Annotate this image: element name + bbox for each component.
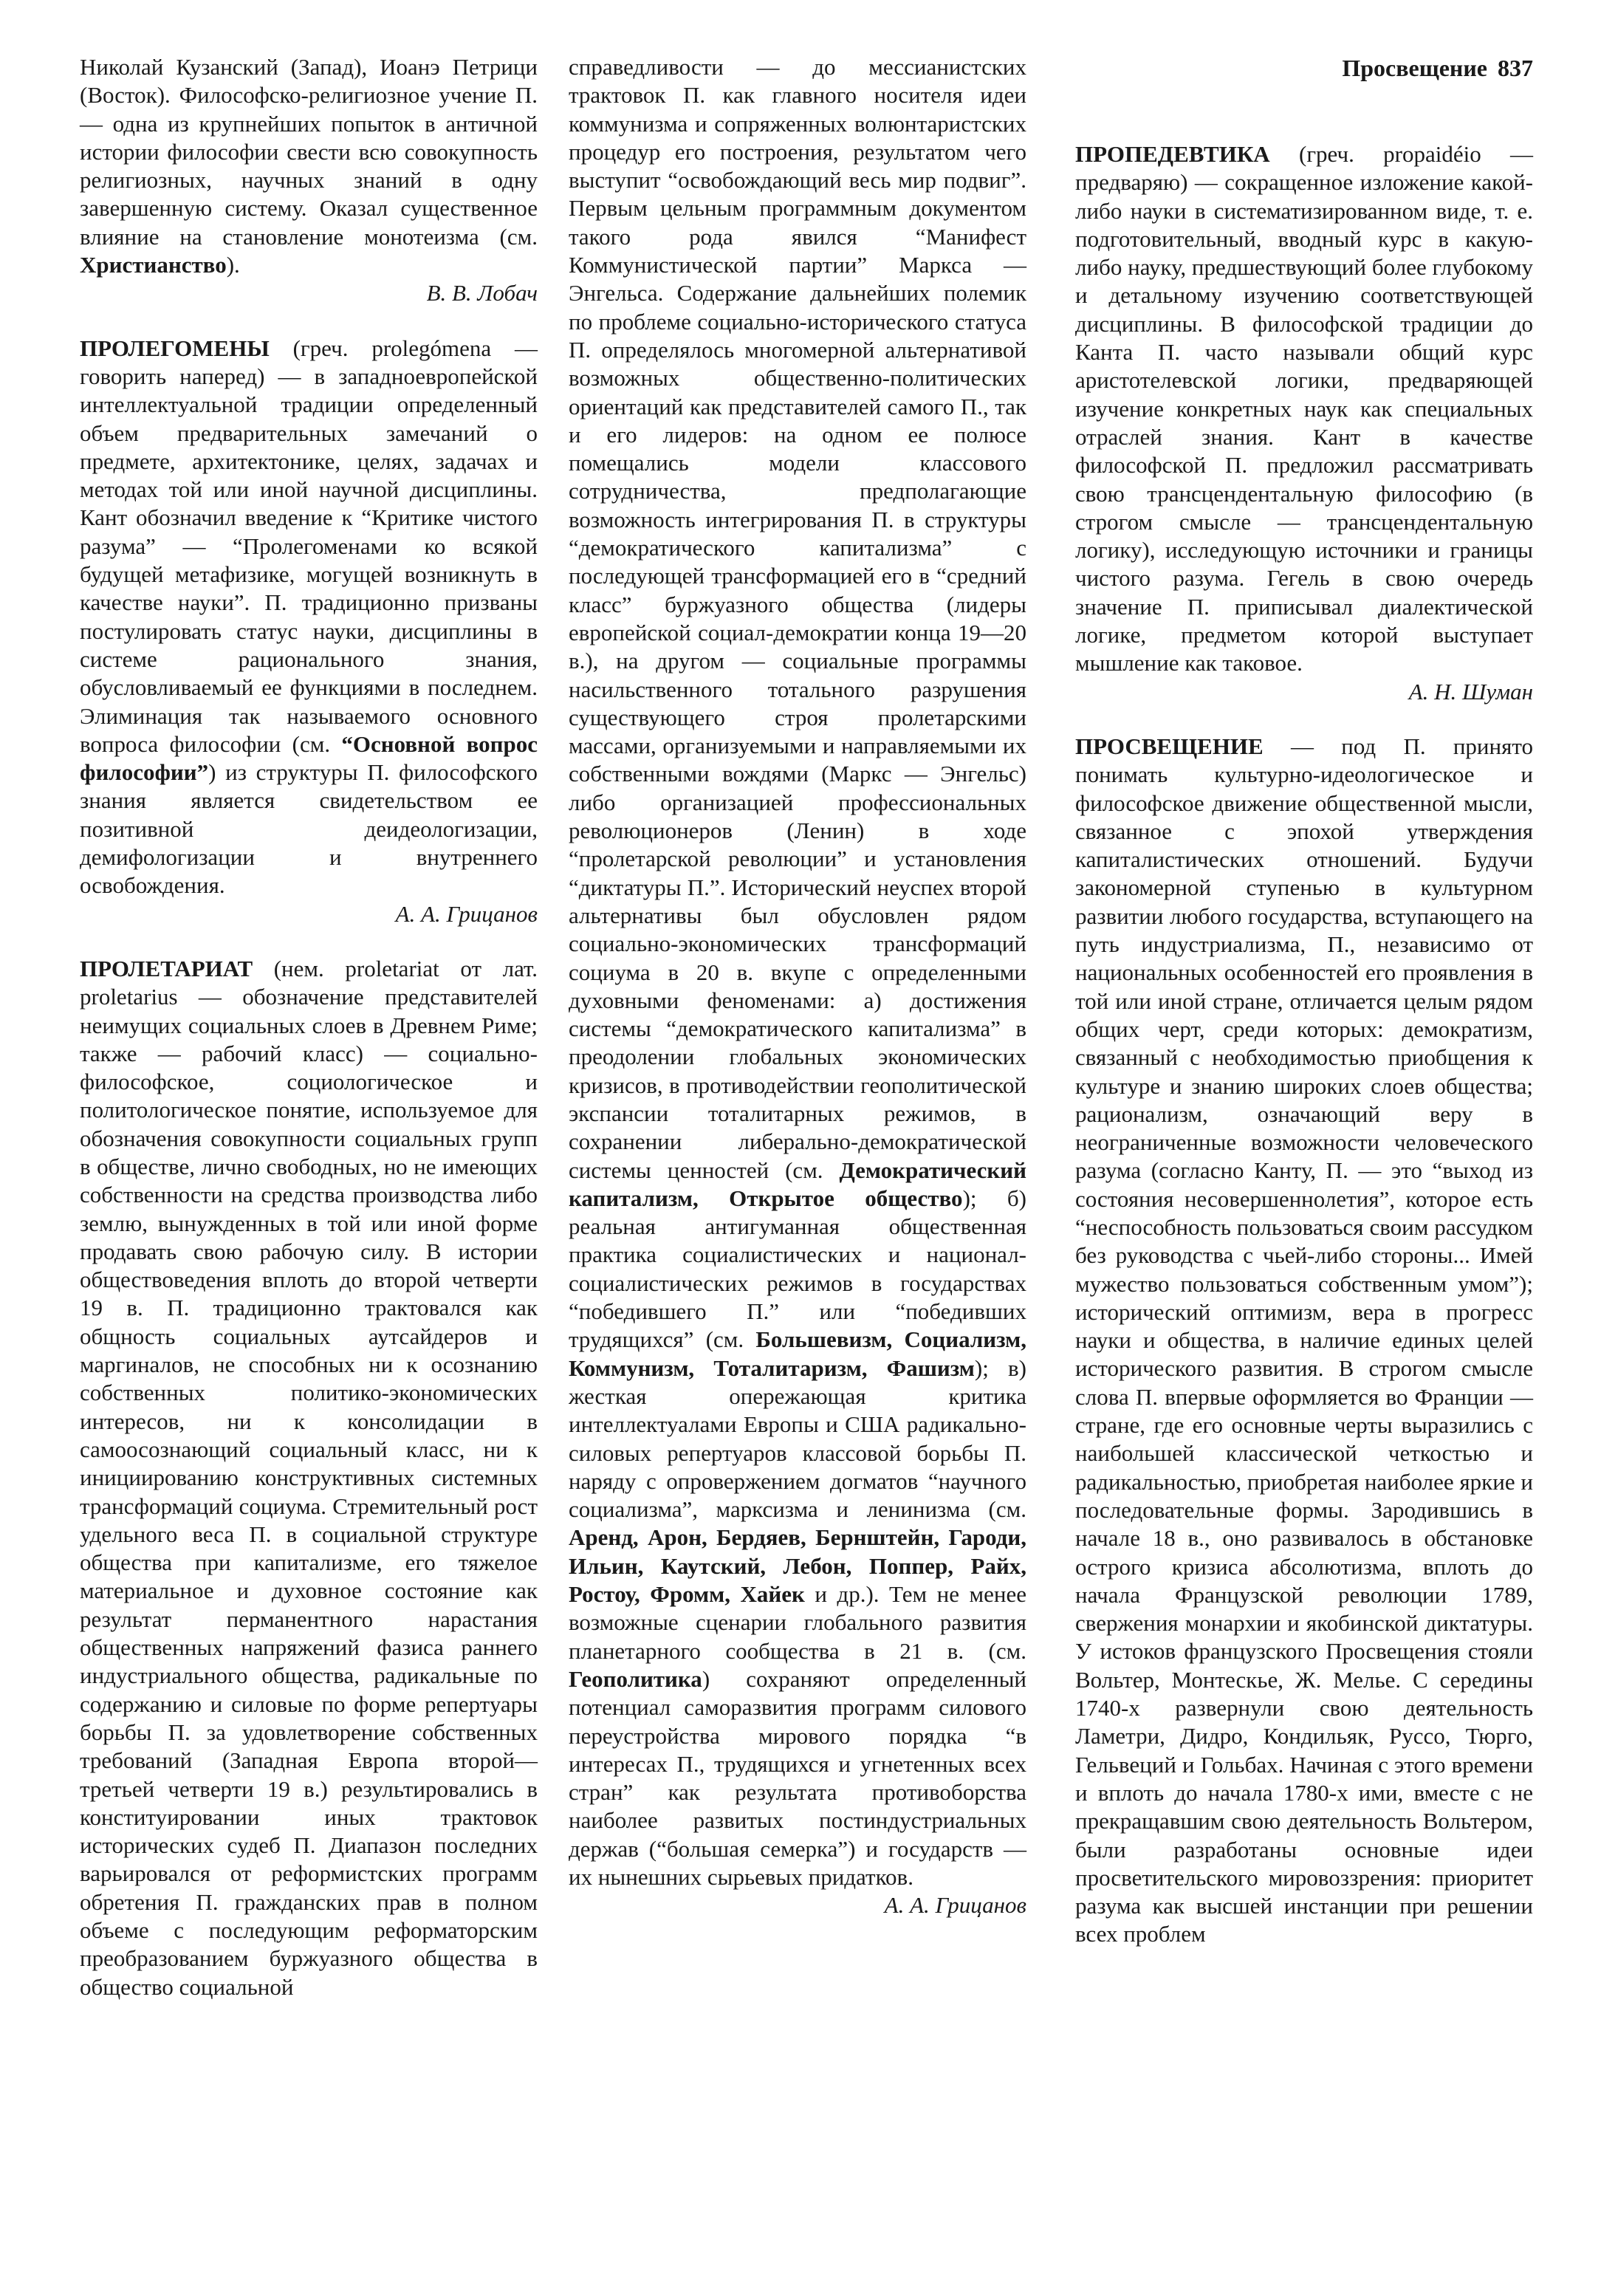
text-run: ) сохраняют определенный потенциал саморазвития программ силового переустройства мирового порядка “в интересах П., трудящихся и угнетенных всех стран” как результата противоборства наиболее развитых постиндустриальных держав (“большая семерка”) и государств — их нынешних сырьевых придатков. [569, 1665, 1026, 1890]
entry-propaedeutics [1075, 140, 1533, 706]
running-head-title: Просвещение [1342, 55, 1487, 81]
text-run: (греч. propaidéio — предваряю) — сокращенное изложение какой-либо науки в систематизированном виде, т. е. подготовительный, вводный курс в какую-либо науку, предшествующий более глубокому и детальному изучению соответствующей дисциплины. В философской традиции до Канта П. часто называли общий курс аристотелевской логики, предваряющей изучение конкретных наук как специальных отраслей знания. Кант в качестве философской П. предложил рассматривать свою трансцендентальную философию (в строгом смысле — трансцендентальную логику), исследующую источники и границы чистого разума. Гегель в свою очередь значение П. приписывал диалектической логике, предметом которой выступает мышление как таковое. [1075, 141, 1533, 676]
text-run: (греч. prolegómena — говорить наперед) — в западноевропейской интеллектуальной традиции определенный объем предварительных замечаний о предмете, архитектонике, целях, задачах и методах той или иной научной дисциплины. Кант обозначил введение к “Критике чистого разума” — “Пролегоменами ко всякой будущей метафизике, могущей возникнуть в качестве науки”. П. традиционно призваны постулировать статус науки, дисциплины в системе рационального знания, обусловливаемый ее функциями в последнем. Элиминация так называемого основного вопроса философии (см. [80, 335, 538, 757]
entry-headword: ПРОПЕДЕВТИКА [1075, 141, 1270, 167]
text-run: ) из структуры П. философского знания является свидетельством ее позитивной деидеологизации, демифологизации и внутреннего освобождения. [80, 759, 538, 899]
text-run: ); в) жесткая опережающая критика интеллектуалами Европы и США радикально-силовых репертуаров классовой борьбы П. наряду с опровержением догматов “научного социализма”, марксизма и ленинизма (см. [569, 1354, 1026, 1523]
text-run: Николай Кузанский (Запад), Иоанэ Петрици (Восток). Философско-религиозное учение П. — одна из крупнейших попыток в античной истории философии свести всю совокупность религиозных, научных знаний в одну завершенную систему. Оказал существенное влияние на становление монотеизма (см. [80, 54, 538, 250]
cross-reference: Геополитика [569, 1665, 702, 1692]
entry-text [80, 955, 538, 2001]
entry-text [1075, 733, 1533, 1949]
entry-author: В. В. Лобач [426, 280, 538, 306]
text-run: — под П. принято понимать культурно-идеологическое и философское движение общественной мысли, связанное с эпохой утверждения капиталистических отношений. Будучи закономерной ступенью в культурном развитии любого государства, вступающего на путь индустриализма, П., независимо от национальных особенностей его проявления в той или иной стране, отличается целым рядом общих черт, среди которых: демократизм, связанный с необходимостью приобщения к культуре и знанию широких слоев общества; рационализм, означающий веру в неограниченные возможности человеческого разума (согласно Канту, П. — это “выход из состояния несовершеннолетия”, которое есть “неспособность пользоваться своим рассудком без руководства с чьей-либо стороны... Имей мужество пользоваться собственным умом”); исторический оптимизм, вера в прогресс науки и общества, в наличие единых целей исторического развития. В строгом смысле слова П. впервые оформляется во Франции — стране, где его основные черты выразились с наибольшей классической четкостью и радикальностью, приобретая наиболее яркие и последовательные формы. Зародившись в начале 18 в., оно развивалось в обстановке острого кризиса абсолютизма, вплоть до начала Французской революции 1789, свержения монархии и якобинской диктатуры. У истоков французского Просвещения стояли Вольтер, Монтескье, Ж. Мелье. С середины 1740-х развернули свою деятельность Ламетри, Дидро, Кондильяк, Руссо, Тюрго, Гельвеций и Гольбах. Начиная с этого времени и вплоть до начала 1780-х ими, вместе с не прекращавшим свою деятельность Вольтером, были разработаны основные идеи просветительского мировоззрения: приоритет разума как высшей инстанции при решении всех проблем [1075, 733, 1533, 1947]
cross-reference: Христианство [80, 252, 227, 278]
entry-author: А. Н. Шуман [1408, 678, 1533, 705]
page-number: 837 [1498, 55, 1533, 81]
entry-text [80, 53, 538, 279]
entry-text [80, 335, 538, 900]
text-column-right [1075, 140, 1533, 1975]
entry-headword: ПРОЛЕГОМЕНЫ [80, 335, 270, 361]
entry-proletariat [80, 955, 538, 2001]
entry-proletariat-continued [569, 53, 1026, 1920]
running-head [1075, 53, 1533, 83]
text-run: ); б) реальная антигуманная общественная практика социалистических и национал-социалистических режимов в государствах “победившего П.” или “победивших трудящихся” (см. [569, 1185, 1026, 1353]
cross-reference: Демократический капитализм, Открытое общество [569, 1156, 1026, 1211]
cross-reference: Большевизм, Социализм, Коммунизм, Тоталитаризм, Фашизм [569, 1326, 1026, 1381]
entry-author: А. А. Грицанов [884, 1892, 1026, 1919]
entry-enlightenment [1075, 733, 1533, 1949]
entry-author: А. А. Грицанов [395, 900, 538, 927]
cross-reference: Аренд, Арон, Бердяев, Бернштейн, Гароди, Ильин, Каутский, Лебон, Поппер, Райх, Ростоу, Фромм, Хайек [569, 1524, 1026, 1608]
text-run: и др.). Тем не менее возможные сценарии глобального развития планетарного сообщества в 21 в. (см. [569, 1581, 1026, 1664]
text-run: справедливости — до мессианистских трактовок П. как главного носителя идеи коммунизма и сопряженных волюнтаристских процедур его построения, результатом чего выступит “освобождающий весь мир подвиг”. Первым цельным программным документом такого рода явился “Манифест Коммунистической партии” Маркса — Энгельса. Содержание дальнейших полемик по проблеме социально-исторического статуса П. определялось многомерной альтернативой возможных общественно-политических ориентаций как представителей самого П., так и его лидеров: на одном ее полюсе помещались модели классового сотрудничества, предполагающие возможность интегрирования П. в структуры “демократического капитализма” с последующей трансформацией его в “средний класс” буржуазного общества (лидеры европейской социал-демократии конца 19—20 в.), на другом — социальные программы насильственного тотального разрушения существующего строя пролетарскими массами, организуемыми и направляемыми их собственными вождями (Маркс — Энгельс) либо организацией профессиональных революционеров (Ленин) в ходе “пролетарской революции” и установления “диктатуры П.”. Исторический неуспех второй альтернативы был обусловлен рядом социально-экономических трансформаций социума в 20 в. вкупе с определенными духовными феноменами: а) достижения системы “демократического капитализма” в преодолении глобальных экономических кризисов, в противодействии геополитической экспансии тоталитарных режимов, в сохранении либерально-демократической системы ценностей (см. [569, 54, 1026, 1183]
text-run: (нем. proletariat от лат. proletarius — обозначение представителей неимущих социальных слоев в Древнем Риме; также — рабочий класс) — социально-философское, социологическое и политологическое понятие, используемое для обозначения совокупности социальных групп в обществе, лично свободных, но не имеющих собственности на средства производства либо землю, вынужденных в той или иной форме продавать свою рабочую силу. В истории обществоведения вплоть до второй четверти 19 в. П. традиционно трактовался как общность социальных аутсайдеров и маргиналов, не способных ни к осознанию собственных политико-экономических интересов, ни к консолидации в самоосознающий социальный класс, ни к инициированию конструктивных системных трансформаций социума. Стремительный рост удельного веса П. в социальной структуре общества при капитализме, его тяжелое материальное и духовное состояние как результат перманентного нарастания общественных напряжений фазиса раннего индустриального общества, радикальные по содержанию и силовые по форме репертуары борьбы П. за удовлетворение собственных требований (Западная Европа второй—третьей четверти 19 в.) результировались в конституировании иных трактовок исторических судеб П. Диапазон последних варьировался от реформистских программ обретения П. гражданских прав в полном объеме с последующим реформаторским преобразованием буржуазного общества в общество социальной [80, 955, 538, 2000]
cross-reference: “Основной вопрос философии” [80, 730, 538, 786]
text-column-middle [569, 53, 1026, 1947]
entry-headword: ПРОСВЕЩЕНИЕ [1075, 733, 1264, 759]
entry-headword: ПРОЛЕТАРИАТ [80, 955, 253, 981]
entry-text [1075, 140, 1533, 678]
entry-text [569, 53, 1026, 1891]
entry-prolegomena [80, 335, 538, 928]
entry-plotin-end [80, 53, 538, 308]
text-column-left [80, 53, 538, 2028]
text-run: ). [226, 252, 240, 278]
